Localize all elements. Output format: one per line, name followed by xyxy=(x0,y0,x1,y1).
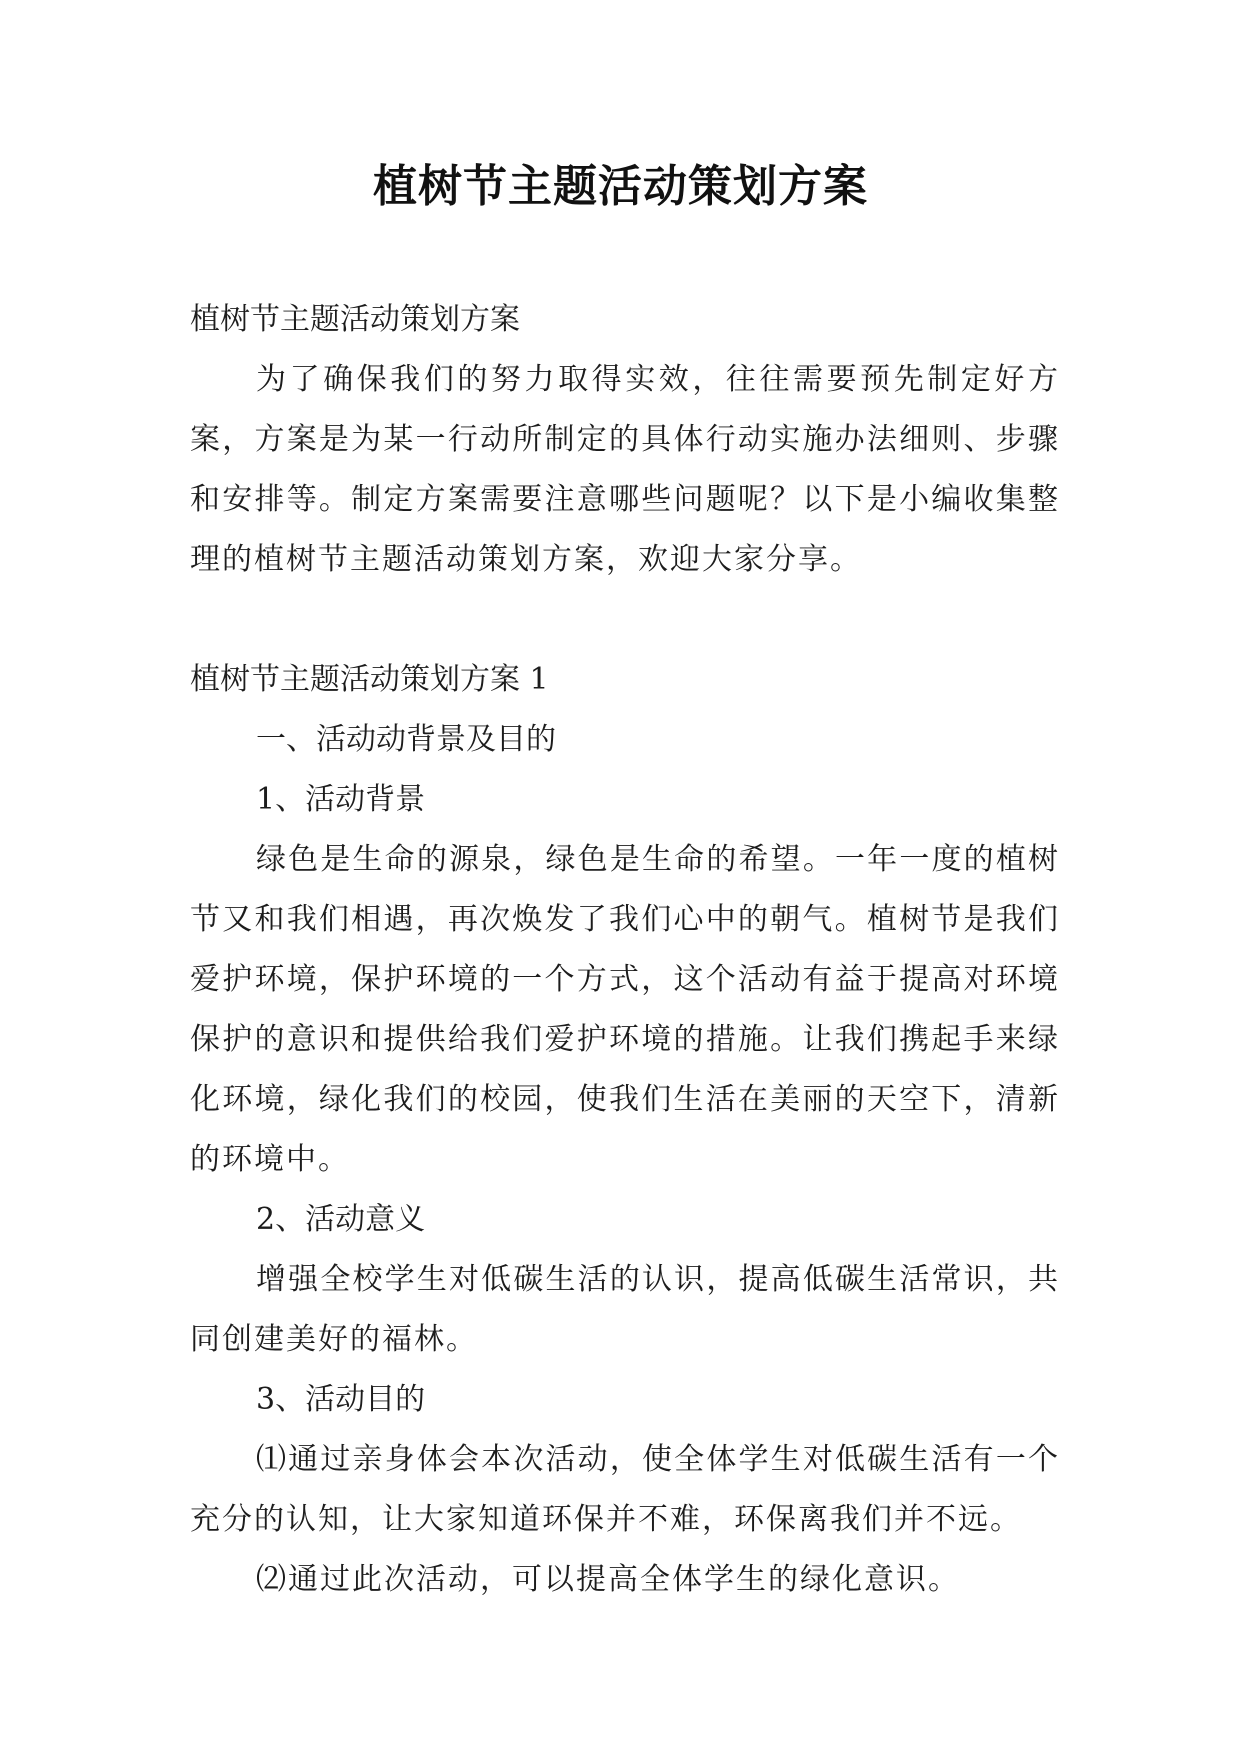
item-heading-purpose: 3、活动目的 xyxy=(256,1382,426,1417)
item-heading-background: 1、活动背景 xyxy=(256,782,426,817)
document-body xyxy=(190,290,1060,1610)
purpose-point-2: ⑵通过此次活动，可以提高全体学生的绿化意识。 xyxy=(256,1562,960,1597)
subtitle: 植树节主题活动策划方案 xyxy=(190,302,520,337)
spacer xyxy=(190,590,1060,650)
document-title: 植树节主题活动策划方案 xyxy=(373,161,868,212)
section-title: 植树节主题活动策划方案 1 xyxy=(190,662,549,697)
background-paragraph: 绿色是生命的源泉，绿色是生命的希望。一年一度的植树节又和我们相遇，再次焕发了我们心中的朝气。植树节是我们爱护环境，保护环境的一个方式，这个活动有益于提高对环境保护的意识和提供给我们爱护环境的措施。让我们携起手来绿化环境，绿化我们的校园，使我们生活在美丽的天空下，清新的环境中。 xyxy=(190,842,1060,1177)
item-heading-significance: 2、活动意义 xyxy=(256,1202,426,1237)
part-heading: 一、活动动背景及目的 xyxy=(256,722,556,757)
intro-paragraph: 为了确保我们的努力取得实效，往往需要预先制定好方案，方案是为某一行动所制定的具体行动实施办法细则、步骤和安排等。制定方案需要注意哪些问题呢？以下是小编收集整理的植树节主题活动策划方案，欢迎大家分享。 xyxy=(190,362,1060,577)
significance-paragraph: 增强全校学生对低碳生活的认识，提高低碳生活常识，共同创建美好的福林。 xyxy=(190,1262,1060,1357)
purpose-point-1: ⑴通过亲身体会本次活动，使全体学生对低碳生活有一个充分的认知，让大家知道环保并不难，环保离我们并不远。 xyxy=(190,1442,1060,1537)
